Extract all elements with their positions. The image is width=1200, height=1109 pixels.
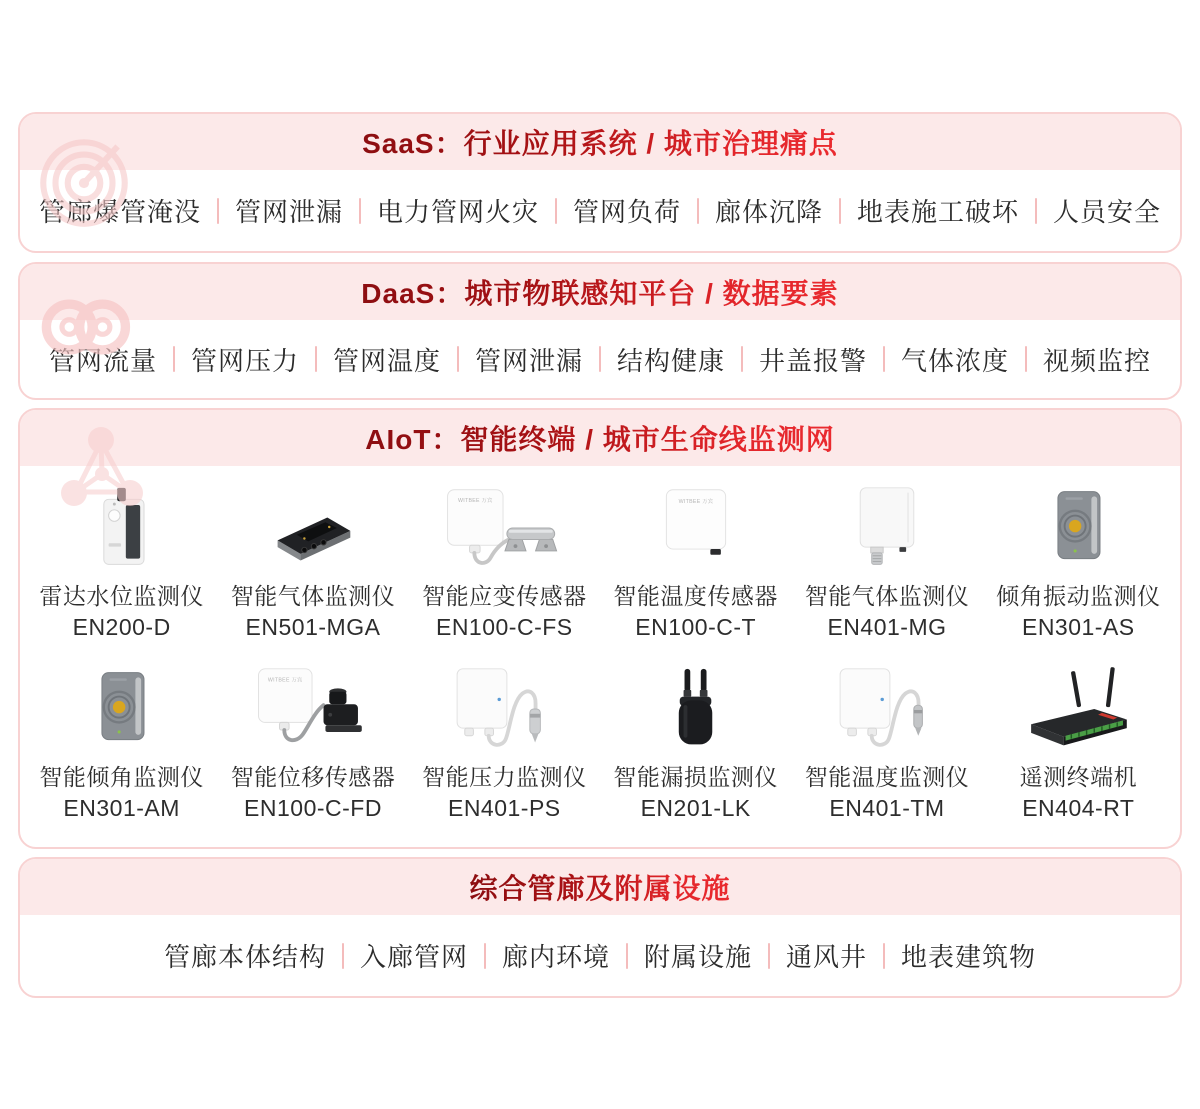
daas-title: DaaS：城市物联感知平台 / 数据要素: [361, 272, 838, 312]
daas-header-band: [20, 264, 1180, 320]
daas-data-item: 管网压力: [190, 345, 299, 376]
saas-pain-point-item: 管网负荷: [572, 197, 681, 227]
device-name: 智能应变传感器: [422, 583, 587, 609]
device-model: EN100-C-FD: [244, 795, 382, 821]
device-card-en301-as: [983, 484, 1174, 641]
item-separator: [484, 943, 486, 969]
saas-pain-point-item: 管廊爆管淹没: [38, 197, 201, 227]
device-card-en401-mg: [791, 484, 982, 641]
saas-header-band: [20, 114, 1180, 170]
device-model: EN100-C-FS: [435, 614, 573, 640]
device-card-en100-c-fs: [409, 484, 600, 641]
item-separator: [342, 943, 344, 969]
device-card-en404-rt: [983, 665, 1174, 822]
device-image-radar-water-level-monitor: [47, 484, 197, 572]
device-model: EN401-MG: [827, 614, 947, 640]
device-image-smart-gas-monitor: [238, 484, 388, 572]
device-name: 智能温度监测仪: [804, 764, 970, 790]
device-name: 智能温度传感器: [613, 583, 778, 609]
daas-data-item: 管网温度: [332, 345, 441, 376]
daas-items-row: [49, 341, 1151, 378]
saas-title: SaaS：行业应用系统 / 城市治理痛点: [362, 122, 838, 162]
device-card-en100-c-fd: [217, 665, 408, 822]
device-card-en401-tm: [791, 665, 982, 822]
device-card-en100-c-t: [600, 484, 791, 641]
corridor-section: [18, 857, 1182, 998]
corridor-facility-item: 入廊管网: [359, 942, 468, 972]
item-separator: [599, 346, 601, 372]
daas-data-item: 视频监控: [1043, 345, 1152, 376]
device-brand-label: WITBEE 万宾: [458, 498, 493, 505]
saas-pain-point-item: 廊体沉降: [715, 197, 824, 227]
device-name: 智能漏损监测仪: [613, 764, 778, 790]
corridor-header-band: [20, 859, 1180, 915]
corridor-facility-item: 附属设施: [644, 942, 753, 972]
device-image-smart-temperature-monitor: [812, 665, 962, 753]
saas-section: [18, 112, 1182, 253]
saas-pain-point-item: 人员安全: [1053, 197, 1162, 227]
item-separator: [359, 198, 361, 224]
item-separator: [741, 346, 743, 372]
device-model: EN200-D: [72, 614, 171, 640]
item-separator: [883, 943, 885, 969]
device-name: 智能气体监测仪: [230, 583, 396, 609]
saas-items-row: [39, 192, 1161, 229]
corridor-title: 综合管廊及附属设施: [469, 867, 730, 907]
daas-data-item: 井盖报警: [759, 345, 868, 376]
device-name: 智能气体监测仪: [804, 583, 970, 609]
device-brand-label: WITBEE 万宾: [267, 677, 303, 684]
device-model: EN401-PS: [447, 795, 561, 821]
item-separator: [217, 198, 219, 224]
device-model: EN404-RT: [1022, 795, 1135, 821]
item-separator: [839, 198, 841, 224]
device-name: 智能压力监测仪: [422, 764, 587, 790]
device-image-smart-tilt-monitor: [47, 665, 197, 753]
device-model: EN201-LK: [640, 795, 751, 821]
device-model: EN100-C-T: [635, 614, 757, 640]
saas-pain-point-item: 管网泄漏: [234, 197, 343, 227]
device-image-smart-temperature-sensor: [621, 484, 771, 572]
corridor-facility-item: 管廊本体结构: [163, 942, 326, 972]
device-card-en301-am: [26, 665, 217, 822]
device-model: EN301-AS: [1021, 614, 1135, 640]
item-separator: [768, 943, 770, 969]
device-name: 倾角振动监测仪: [996, 583, 1161, 609]
item-separator: [1025, 346, 1027, 372]
device-card-en401-ps: [409, 665, 600, 822]
item-separator: [173, 346, 175, 372]
device-model: EN301-AM: [63, 795, 180, 821]
device-image-smart-pressure-monitor: [429, 665, 579, 753]
item-separator: [457, 346, 459, 372]
device-name: 遥测终端机: [1019, 764, 1138, 790]
device-name: 智能位移传感器: [230, 764, 396, 790]
saas-pain-point-item: 地表施工破坏: [857, 197, 1020, 227]
daas-data-item: 结构健康: [617, 345, 726, 376]
daas-data-item: 管网泄漏: [474, 345, 583, 376]
device-brand-label: WITBEE 万宾: [678, 499, 713, 506]
aiot-header-band: [20, 410, 1180, 466]
aiot-title: AIoT：智能终端 / 城市生命线监测网: [365, 418, 835, 458]
corridor-facility-item: 地表建筑物: [901, 942, 1037, 972]
item-separator: [697, 198, 699, 224]
device-name: 雷达水位监测仪: [39, 583, 204, 609]
corridor-items-row: [164, 937, 1036, 974]
device-image-remote-terminal-unit: [1003, 665, 1153, 753]
corridor-facility-item: 通风井: [786, 942, 868, 972]
item-separator: [315, 346, 317, 372]
device-image-smart-leak-monitor: [621, 665, 771, 753]
device-model: EN501-MGA: [245, 614, 381, 640]
device-image-smart-strain-sensor: [429, 484, 579, 572]
item-separator: [626, 943, 628, 969]
device-name: 智能倾角监测仪: [39, 764, 204, 790]
daas-data-item: 管网流量: [48, 345, 157, 376]
device-image-tilt-vibration-monitor: [1003, 484, 1153, 572]
device-model: EN401-TM: [829, 795, 945, 821]
device-card-en200-d: [26, 484, 217, 641]
item-separator: [1035, 198, 1037, 224]
device-image-smart-displacement-sensor: [238, 665, 388, 753]
corridor-facility-item: 廊内环境: [501, 942, 610, 972]
device-card-en201-lk: [600, 665, 791, 822]
item-separator: [555, 198, 557, 224]
daas-section: [18, 262, 1182, 400]
aiot-section: [18, 408, 1182, 849]
device-card-en501-mga: [217, 484, 408, 641]
device-image-smart-gas-monitor-panel: [812, 484, 962, 572]
item-separator: [883, 346, 885, 372]
device-grid: [20, 484, 1180, 822]
daas-data-item: 气体浓度: [901, 345, 1010, 376]
saas-pain-point-item: 电力管网火灾: [376, 197, 539, 227]
